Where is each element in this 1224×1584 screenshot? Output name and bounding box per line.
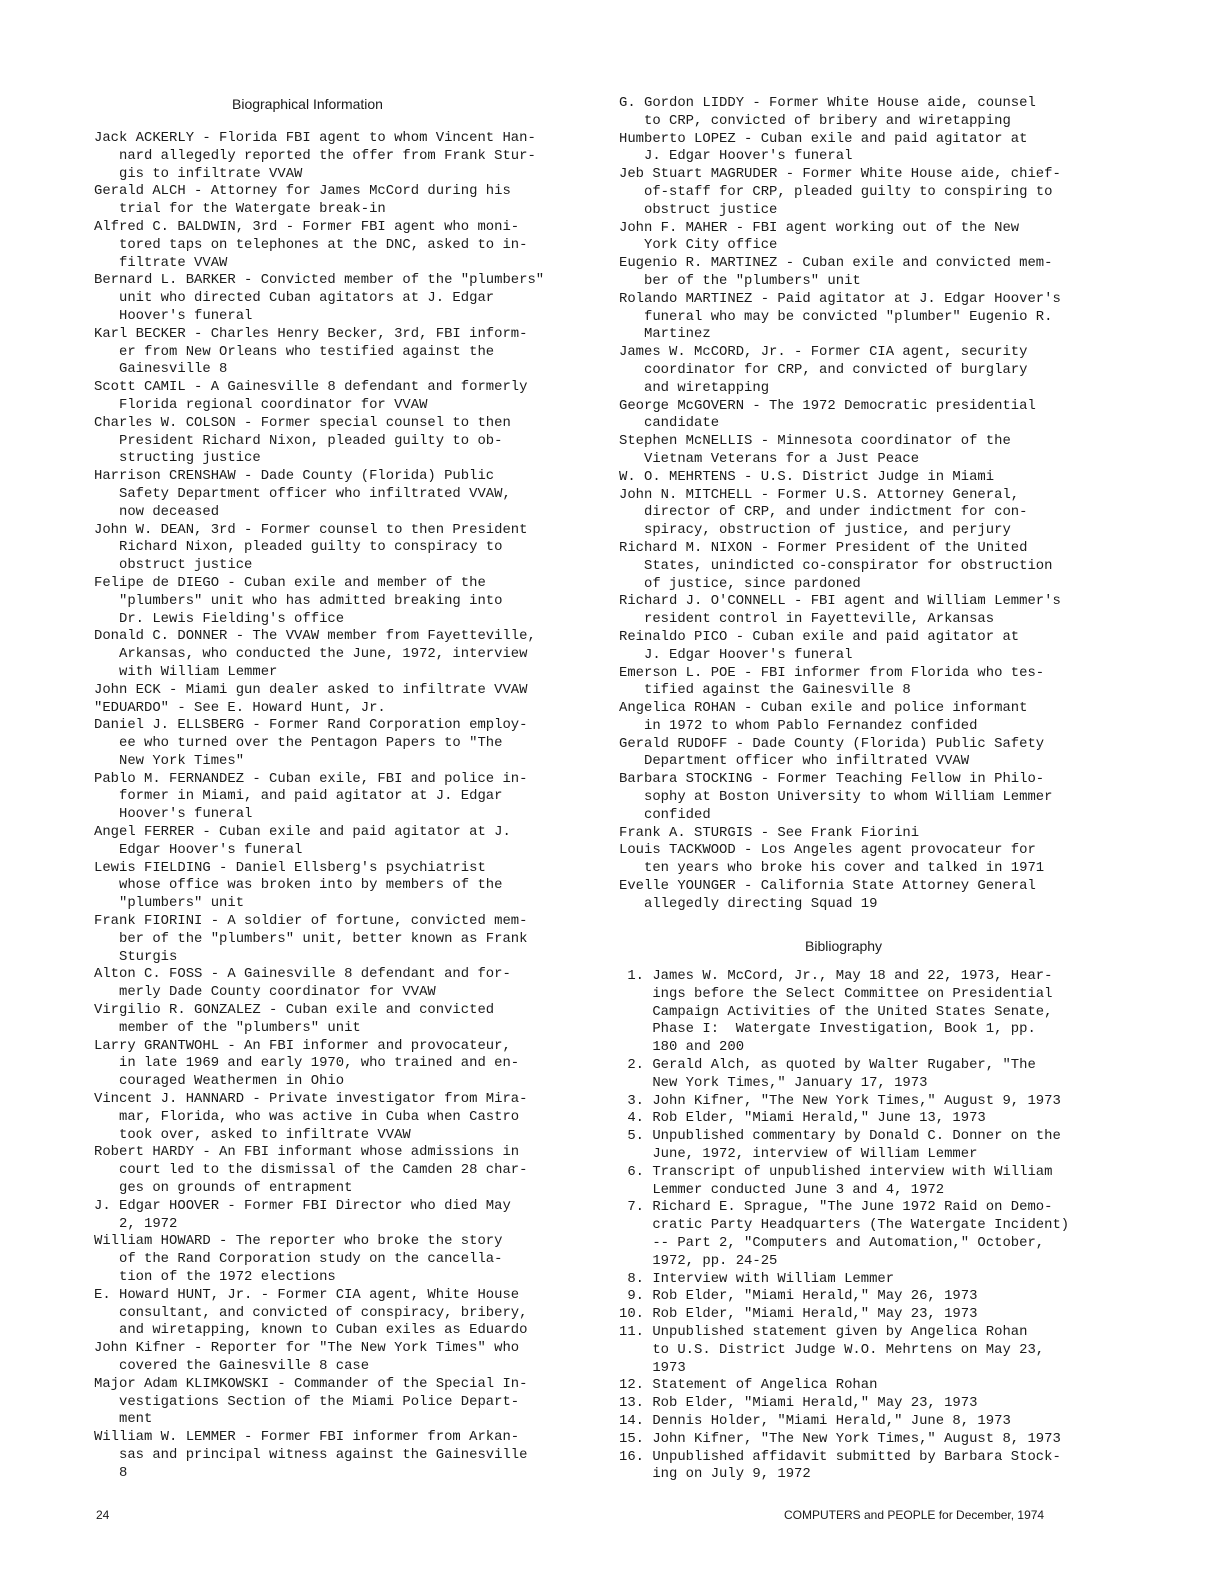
bio-entry: Major Adam KLIMKOWSKI - Commander of the Special In- vestigations Section of the Miami Police Depart- ment xyxy=(94,1375,528,1428)
bio-entry: Evelle YOUNGER - California State Attorney General allegedly directing Squad 19 xyxy=(619,878,1036,912)
bibliography-entry: 2. Gerald Alch, as quoted by Walter Rugaber, "The New York Times," January 17, 1973 xyxy=(627,1056,1036,1091)
biographical-entries-right xyxy=(619,95,1099,914)
bio-entry: Vincent J. HANNARD - Private investigator from Mira- mar, Florida, who was active in Cuba when Castro took over, asked to infiltrate VVAW xyxy=(94,1091,528,1143)
bio-entry: John F. MAHER - FBI agent working out of the New York City office xyxy=(619,219,1020,254)
bibliography-entry: 12. Statement of Angelica Rohan xyxy=(619,1377,878,1394)
bio-entry: William W. LEMMER - Former FBI informer from Arkan- sas and principal witness against the Gainesville 8 xyxy=(94,1429,528,1481)
bio-entry: G. Gordon LIDDY - Former White House aide, counsel to CRP, convicted of bribery and wiretapping xyxy=(619,95,1036,129)
bio-entry: Donald C. DONNER - The VVAW member from Fayetteville, Arkansas, who conducted the June, 1972, interview with William Lemmer xyxy=(94,628,536,680)
bio-entry: Richard M. NIXON - Former President of the United States, unindicted co-conspirator for obstruction of justice, since pardoned xyxy=(619,539,1053,592)
bio-entry: Louis TACKWOOD - Los Angeles agent provocateur for ten years who broke his cover and talked in 1971 xyxy=(619,842,1045,877)
bibliography-entry: 6. Transcript of unpublished interview with William Lemmer conducted June 3 and 4, 1972 xyxy=(627,1163,1053,1198)
biographical-entries-left xyxy=(94,130,584,1483)
bio-entry: Angel FERRER - Cuban exile and paid agitator at J. Edgar Hoover's funeral xyxy=(94,824,511,858)
bio-entry: William HOWARD - The reporter who broke the story of the Rand Corporation study on the cancella- tion of the 1972 elections xyxy=(94,1233,503,1285)
bio-entry: Pablo M. FERNANDEZ - Cuban exile, FBI and police in- former in Miami, and paid agitator at J. Edgar Hoover's funeral xyxy=(94,770,528,823)
bio-entry: Richard J. O'CONNELL - FBI agent and William Lemmer's resident control in Fayetteville, Arkansas xyxy=(619,593,1061,628)
bibliography-entry: 8. Interview with William Lemmer xyxy=(619,1270,895,1287)
bio-entry: Angelica ROHAN - Cuban exile and police informant in 1972 to whom Pablo Fernandez confided xyxy=(619,700,1028,734)
bibliography-list xyxy=(619,968,1099,1484)
bibliography-heading: Bibliography xyxy=(805,938,883,954)
bibliography-entry: 4. Rob Elder, "Miami Herald," June 13, 1973 xyxy=(619,1110,986,1127)
bibliography-entry: 13. Rob Elder, "Miami Herald," May 23, 1973 xyxy=(619,1395,978,1412)
publication-footer: COMPUTERS and PEOPLE for December, 1974 xyxy=(784,1508,1045,1522)
bio-entry: Frank FIORINI - A soldier of fortune, convicted mem- ber of the "plumbers" unit, better known as Frank Sturgis xyxy=(94,913,528,965)
page-number: 24 xyxy=(96,1508,110,1522)
bio-entry: Virgilio R. GONZALEZ - Cuban exile and convicted member of the "plumbers" unit xyxy=(94,1002,495,1036)
bio-entry: Humberto LOPEZ - Cuban exile and paid agitator at J. Edgar Hoover's funeral xyxy=(619,130,1028,165)
bibliography-entry: 1. James W. McCord, Jr., May 18 and 22, 1973, Hear- ings before the Select Committee on Presidential Campaign Activities of the United States Senate, Phase I: Watergate Investigation, Book 1, pp. 180 and 200 xyxy=(627,968,1053,1056)
bibliography-entry: 10. Rob Elder, "Miami Herald," May 23, 1973 xyxy=(619,1306,978,1323)
bio-entry: Emerson L. POE - FBI informer from Florida who tes- tified against the Gainesville 8 xyxy=(619,664,1045,699)
bibliography-entry: 14. Dennis Holder, "Miami Herald," June 8, 1973 xyxy=(619,1412,1011,1429)
bibliography-entry: 7. Richard E. Sprague, "The June 1972 Raid on Demo- cratic Party Headquarters (The Watergate Incident) -- Part 2, "Computers and Automation," October, 1972, pp. 24-25 xyxy=(627,1199,1070,1269)
bio-entry: Rolando MARTINEZ - Paid agitator at J. Edgar Hoover's funeral who may be convicted "plumber" Eugenio R. Martinez xyxy=(619,290,1061,343)
bio-entry: Karl BECKER - Charles Henry Becker, 3rd, FBI inform- er from New Orleans who testified against the Gainesville 8 xyxy=(94,325,528,378)
bio-entry: Reinaldo PICO - Cuban exile and paid agitator at J. Edgar Hoover's funeral xyxy=(619,628,1020,663)
bio-entry: George McGOVERN - The 1972 Democratic presidential candidate xyxy=(619,397,1036,432)
bio-entry: Eugenio R. MARTINEZ - Cuban exile and convicted mem- ber of the "plumbers" unit xyxy=(619,255,1053,289)
bio-entry: Felipe de DIEGO - Cuban exile and member of the "plumbers" unit who has admitted breaking into Dr. Lewis Fielding's office xyxy=(94,574,503,627)
bio-entry: Scott CAMIL - A Gainesville 8 defendant and formerly Florida regional coordinator for VVAW xyxy=(94,379,528,413)
bio-entry: John N. MITCHELL - Former U.S. Attorney General, director of CRP, and under indictment for con- spiracy, obstruction of justice, and perjury xyxy=(619,486,1028,539)
bibliography-entry: 3. John Kifner, "The New York Times," August 9, 1973 xyxy=(619,1092,1061,1109)
biographical-heading: Biographical Information xyxy=(232,96,383,112)
bio-entry: W. O. MEHRTENS - U.S. District Judge in Miami xyxy=(619,468,995,485)
bio-entry: John Kifner - Reporter for "The New York Times" who covered the Gainesville 8 case xyxy=(94,1340,520,1374)
bio-entry: James W. McCORD, Jr. - Former CIA agent, security coordinator for CRP, and convicted of burglary and wiretapping xyxy=(619,344,1028,396)
bio-entry: Gerald ALCH - Attorney for James McCord during his trial for the Watergate break-in xyxy=(94,183,511,218)
bio-entry: Frank A. STURGIS - See Frank Fiorini xyxy=(619,824,920,841)
bio-entry: Harrison CRENSHAW - Dade County (Florida) Public Safety Department officer who infiltrated VVAW, now deceased xyxy=(94,468,511,520)
bio-entry: "EDUARDO" - See E. Howard Hunt, Jr. xyxy=(94,699,386,716)
bio-entry: Stephen McNELLIS - Minnesota coordinator of the Vietnam Veterans for a Just Peace xyxy=(619,433,1011,467)
bio-entry: E. Howard HUNT, Jr. - Former CIA agent, White House consultant, and convicted of conspiracy, bribery, and wiretapping, known to Cuban exiles as Eduardo xyxy=(94,1286,528,1339)
bibliography-entry: 15. John Kifner, "The New York Times," August 8, 1973 xyxy=(619,1430,1061,1447)
bio-entry: Robert HARDY - An FBI informant whose admissions in court led to the dismissal of the Camden 28 char- ges on grounds of entrapment xyxy=(94,1144,528,1197)
bio-entry: Alton C. FOSS - A Gainesville 8 defendant and for- merly Dade County coordinator for VVAW xyxy=(94,966,511,1001)
bio-entry: Bernard L. BARKER - Convicted member of the "plumbers" unit who directed Cuban agitators at J. Edgar Hoover's funeral xyxy=(94,272,545,324)
bibliography-entry: 11. Unpublished statement given by Angelica Rohan to U.S. District Judge W.O. Mehrtens on May 23, 1973 xyxy=(619,1323,1045,1376)
bio-entry: Jack ACKERLY - Florida FBI agent to whom Vincent Han- nard allegedly reported the offer from Frank Stur- gis to infiltrate VVAW xyxy=(94,130,536,182)
bio-entry: Jeb Stuart MAGRUDER - Former White House aide, chief- of-staff for CRP, pleaded guilty to conspiring to obstruct justice xyxy=(619,166,1061,218)
bio-entry: J. Edgar HOOVER - Former FBI Director who died May 2, 1972 xyxy=(94,1197,511,1232)
bio-entry: Larry GRANTWOHL - An FBI informer and provocateur, in late 1969 and early 1970, who trained and en- couraged Weathermen in Ohio xyxy=(94,1037,520,1090)
bio-entry: John W. DEAN, 3rd - Former counsel to then President Richard Nixon, pleaded guilty to conspiracy to obstruct justice xyxy=(94,521,528,574)
bio-entry: Barbara STOCKING - Former Teaching Fellow in Philo- sophy at Boston University to whom William Lemmer confided xyxy=(619,771,1053,823)
bio-entry: Daniel J. ELLSBERG - Former Rand Corporation employ- ee who turned over the Pentagon Papers to "The New York Times" xyxy=(94,717,528,769)
bio-entry: Alfred C. BALDWIN, 3rd - Former FBI agent who moni- tored taps on telephones at the DNC, asked to in- filtrate VVAW xyxy=(94,218,528,271)
bibliography-entry: 5. Unpublished commentary by Donald C. Donner on the June, 1972, interview of William Lemmer xyxy=(627,1128,1061,1162)
bio-entry: Gerald RUDOFF - Dade County (Florida) Public Safety Department officer who infiltrated VVAW xyxy=(619,735,1045,770)
bio-entry: Lewis FIELDING - Daniel Ellsberg's psychiatrist whose office was broken into by members of the "plumbers" unit xyxy=(94,859,503,912)
bio-entry: John ECK - Miami gun dealer asked to infiltrate VVAW xyxy=(94,681,528,698)
bibliography-entry: 9. Rob Elder, "Miami Herald," May 26, 1973 xyxy=(619,1288,978,1305)
bio-entry: Charles W. COLSON - Former special counsel to then President Richard Nixon, pleaded guilty to ob- structing justice xyxy=(94,414,511,467)
bibliography-entry: 16. Unpublished affidavit submitted by Barbara Stock- ing on July 9, 1972 xyxy=(619,1448,1061,1483)
